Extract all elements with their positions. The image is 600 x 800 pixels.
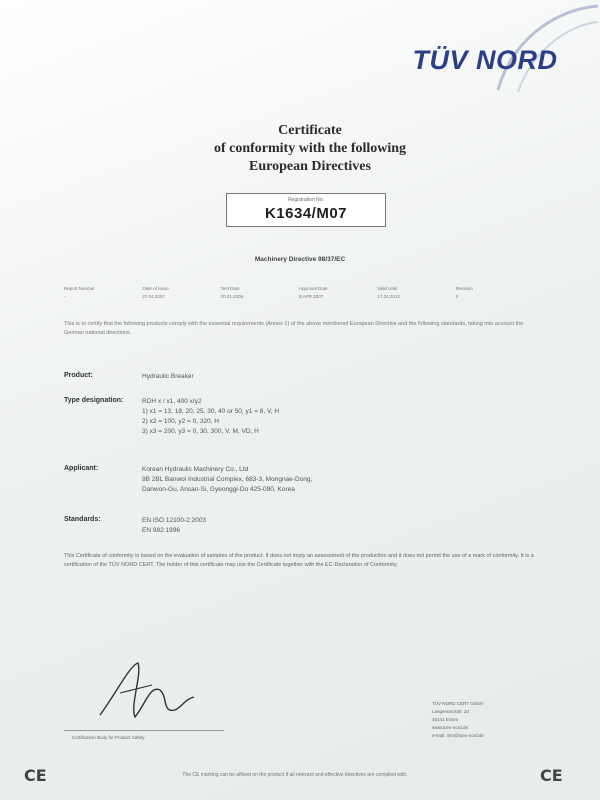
applicant-row	[64, 465, 534, 495]
title-line-3: European Directives	[249, 159, 371, 174]
standard-line: EN ISO 12100-2:2003	[142, 517, 206, 524]
meta-label: Revision	[455, 286, 473, 291]
applicant-value	[142, 465, 534, 495]
meta-value: 17.04.2012	[377, 294, 400, 299]
type-designation-line: RDH x / x1, 400 x/y2	[142, 398, 202, 405]
contact-line: e-mail: info@tuev-nord.de	[432, 733, 484, 738]
meta-value: 8.APR.2007	[298, 294, 324, 299]
registration-box	[226, 193, 386, 227]
meta-col	[456, 285, 534, 301]
meta-value: 0	[455, 294, 459, 299]
type-designation-value	[142, 397, 534, 437]
tuv-nord-logo: TÜV NORD	[412, 45, 558, 75]
standard-line: EN 982:1996	[142, 527, 180, 534]
type-designation-row	[64, 397, 534, 437]
meta-col	[64, 285, 142, 301]
meta-col	[142, 285, 220, 301]
meta-label: Test Date	[220, 286, 240, 291]
meta-label: Valid Until	[377, 286, 398, 291]
meta-label: Date of Issue	[142, 286, 169, 291]
intro-text: This is to certify that the following products comply with the essential requirements (Annex 1) of the above mentioned European Directive and the following standards, taking into account the German national directions.	[64, 321, 524, 336]
standards-row	[64, 516, 534, 536]
footnote-text: This Certificate of conformity is based on the evaluation of samples of the product. It does not imply an assessment of the production and it does not permit the use of a mark of conformity. It is a certification of the TÜV NORD CERT. The holder of this certificate may use the Certificate together with the EC-Declaration of Conformity.	[64, 553, 534, 568]
product-row	[64, 372, 534, 382]
type-designation-line: 2) x2 = 100, y2 = 0, 320, H	[142, 418, 219, 425]
meta-table	[64, 285, 534, 301]
meta-col	[299, 285, 377, 301]
type-designation-label: Type designation:	[64, 397, 124, 404]
signature-line	[64, 730, 224, 731]
ce-mark-icon: CE	[540, 766, 563, 785]
registration-number: K1634/M07	[264, 205, 348, 222]
product-label: Product:	[64, 372, 93, 379]
title-line-1: Certificate	[278, 123, 342, 138]
handwritten-signature	[90, 655, 200, 725]
applicant-line: Danwon-Gu, Ansan-Si, Gyeonggi-Do 425-090, Korea	[142, 486, 295, 493]
meta-col	[221, 285, 299, 301]
meta-value: 20.01.2006	[220, 294, 244, 299]
ce-mark-icon: CE	[24, 766, 47, 785]
product-value: Hydraulic Breaker	[142, 373, 194, 380]
meta-label: Approval Date	[298, 286, 328, 291]
meta-label: Report Number	[64, 286, 95, 291]
contact-line: www.tuev-nord.de	[432, 725, 469, 730]
type-designation-line: 3) x3 = 200, y3 = 0, 30, 300, V, M, VD, H	[142, 428, 259, 435]
standards-label: Standards:	[64, 516, 101, 523]
certificate-title	[120, 122, 500, 176]
type-designation-line: 1) x1 = 13, 18, 20, 25, 30, 40 or 50, y1 = 8, V, H	[142, 408, 280, 415]
applicant-line: Korean Hydraulic Machinery Co., Ltd	[142, 466, 249, 473]
signature-caption: Certification Body for Product Safety	[72, 735, 145, 740]
meta-col	[377, 285, 455, 301]
applicant-line: 9B 2BL Banwol Industrial Complex, 683-3, Mongnae-Dong,	[142, 476, 313, 483]
meta-value: -	[64, 294, 66, 299]
directive-name: Machinery Directive 98/37/EC	[254, 256, 346, 263]
registration-label: Registration No.	[288, 197, 324, 203]
contact-line: TÜV NORD CERT GmbH	[432, 701, 484, 706]
applicant-label: Applicant:	[64, 465, 99, 472]
ce-note: The CE marking can be affixed on the product if all relevant and effective directives are complied with.	[182, 772, 408, 778]
standards-value	[142, 516, 534, 536]
title-line-2: of conformity with the following	[213, 141, 407, 156]
contact-line: Langemarckstr. 20	[432, 709, 470, 714]
contact-line: 45141 Essen	[432, 717, 459, 722]
meta-value: 27.04.2007	[142, 294, 165, 299]
issuer-contact	[432, 700, 532, 740]
